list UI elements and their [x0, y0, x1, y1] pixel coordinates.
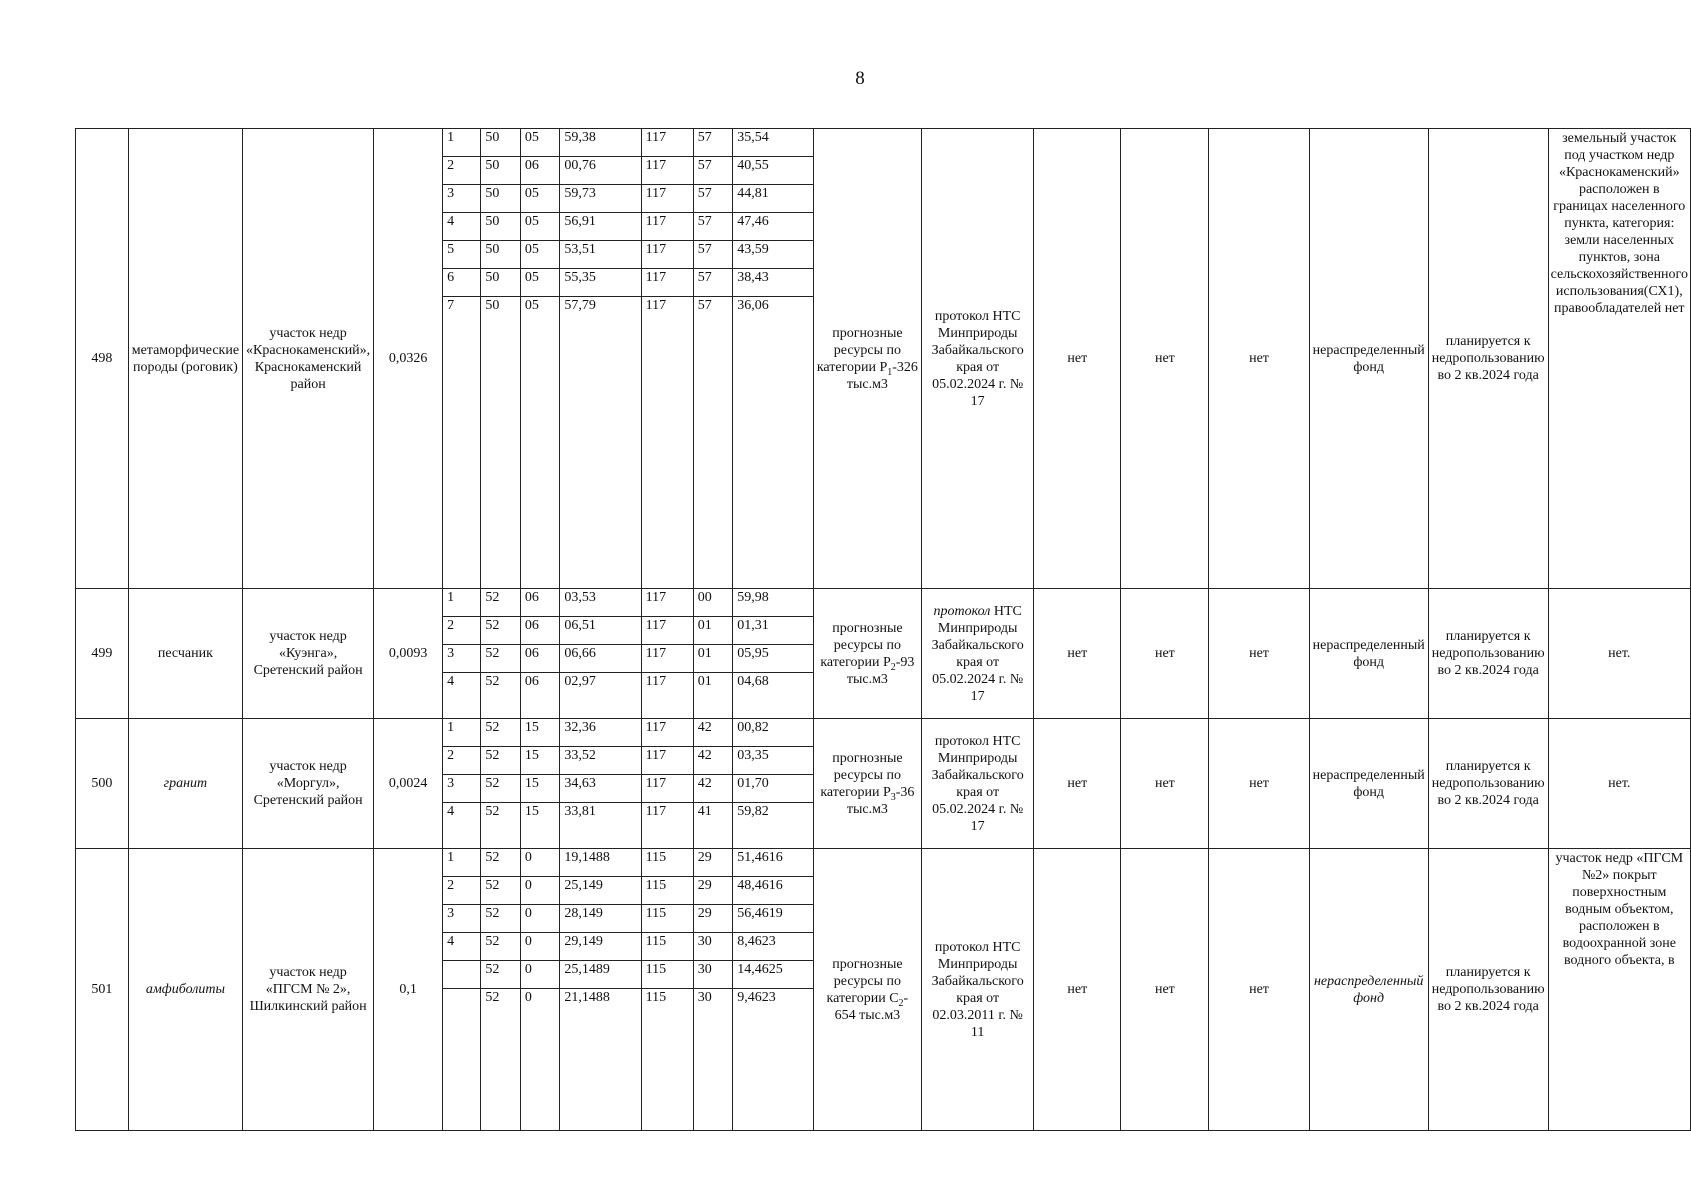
coord-cell: 02,97 — [560, 673, 641, 719]
coord-cell: 117 — [641, 775, 693, 803]
resources-amount: -326 тыс.м3 — [846, 359, 918, 392]
resources-category-sub: 2 — [890, 661, 896, 673]
coord-cell: 3 — [443, 185, 481, 213]
coord-cell: 115 — [641, 961, 693, 989]
table-row — [76, 719, 1691, 747]
coord-cell: 48,4616 — [733, 877, 813, 905]
coord-cell: 42 — [693, 775, 732, 803]
status-cell-1: нет — [1034, 129, 1121, 589]
resources-text: прогнозные ресурсы по категории Р — [820, 750, 903, 800]
coord-cell: 53,51 — [560, 241, 641, 269]
coord-cell: 117 — [641, 589, 693, 617]
coord-cell: 0 — [520, 933, 559, 961]
coord-cell: 40,55 — [733, 157, 813, 185]
status-cell-2: нет — [1121, 849, 1209, 1131]
coord-cell: 29 — [693, 877, 732, 905]
coord-cell: 117 — [641, 645, 693, 673]
mineral-name: метаморфические породы (роговик) — [128, 129, 242, 589]
resources-amount: -36 тыс.м3 — [846, 784, 915, 817]
coord-cell: 117 — [641, 157, 693, 185]
coord-cell: 1 — [443, 129, 481, 157]
resources-text: прогнозные ресурсы по категории С — [826, 956, 903, 1006]
coord-cell: 42 — [693, 747, 732, 775]
status-cell-3: нет — [1209, 719, 1309, 849]
resources-amount: -654 тыс.м3 — [834, 990, 909, 1023]
resources-category-sub: 1 — [887, 366, 893, 378]
register-table — [75, 128, 1691, 1131]
coord-cell: 117 — [641, 129, 693, 157]
coord-cell: 52 — [481, 673, 520, 719]
coord-cell: 2 — [443, 157, 481, 185]
coord-cell: 52 — [481, 989, 520, 1131]
coord-cell: 52 — [481, 747, 520, 775]
coord-cell: 57 — [693, 213, 732, 241]
coord-cell: 50 — [481, 297, 520, 589]
coord-cell: 14,4625 — [733, 961, 813, 989]
note-cell: нет. — [1548, 589, 1690, 719]
coord-cell: 06 — [520, 617, 559, 645]
site-name: участок недр «Краснокаменский», Краснокаменский район — [243, 129, 374, 589]
coord-cell: 30 — [693, 989, 732, 1131]
coord-cell: 57 — [693, 129, 732, 157]
coord-cell: 7 — [443, 297, 481, 589]
coord-cell: 57 — [693, 297, 732, 589]
coord-cell: 32,36 — [560, 719, 641, 747]
coord-cell: 117 — [641, 269, 693, 297]
coord-cell: 04,68 — [733, 673, 813, 719]
coord-cell: 50 — [481, 157, 520, 185]
coord-cell: 06,66 — [560, 645, 641, 673]
coord-cell: 43,59 — [733, 241, 813, 269]
resources-cell — [813, 589, 921, 719]
coord-cell: 57 — [693, 269, 732, 297]
site-name: участок недр «Моргул», Сретенский район — [243, 719, 374, 849]
status-cell-3: нет — [1209, 129, 1309, 589]
coord-cell: 57 — [693, 241, 732, 269]
fund-cell: нераспределенный фонд — [1309, 589, 1428, 719]
row-number: 501 — [76, 849, 129, 1131]
coord-cell — [443, 989, 481, 1131]
coord-cell: 42 — [693, 719, 732, 747]
fund-cell: нераспределенный фонд — [1309, 129, 1428, 589]
coord-cell: 21,1488 — [560, 989, 641, 1131]
protocol-text: протокол НТС Минприроды Забайкальского края от 02.03.2011 г. № 11 — [931, 939, 1024, 1040]
row-number: 498 — [76, 129, 129, 589]
resources-category-sub: 2 — [898, 997, 904, 1009]
coord-cell: 117 — [641, 803, 693, 849]
fund-cell: нераспределенный фонд — [1309, 849, 1428, 1131]
coord-cell: 05 — [520, 241, 559, 269]
coord-cell: 57 — [693, 185, 732, 213]
coord-cell: 38,43 — [733, 269, 813, 297]
coord-cell: 47,46 — [733, 213, 813, 241]
coord-cell: 00,82 — [733, 719, 813, 747]
coord-cell: 57 — [693, 157, 732, 185]
coord-cell: 117 — [641, 747, 693, 775]
coord-cell: 50 — [481, 129, 520, 157]
coord-cell: 28,149 — [560, 905, 641, 933]
protocol-cell — [922, 589, 1034, 719]
area-value: 0,0093 — [374, 589, 443, 719]
coord-cell: 15 — [520, 719, 559, 747]
status-cell-2: нет — [1121, 129, 1209, 589]
coord-cell: 56,91 — [560, 213, 641, 241]
fund-cell: нераспределенный фонд — [1309, 719, 1428, 849]
coord-cell: 52 — [481, 803, 520, 849]
mineral-name: амфиболиты — [128, 849, 242, 1131]
coord-cell: 50 — [481, 241, 520, 269]
row-number: 499 — [76, 589, 129, 719]
resources-cell — [813, 719, 921, 849]
coord-cell: 29,149 — [560, 933, 641, 961]
coord-cell: 52 — [481, 775, 520, 803]
coord-cell: 06 — [520, 157, 559, 185]
coord-cell: 52 — [481, 849, 520, 877]
status-cell-1: нет — [1034, 849, 1121, 1131]
coord-cell: 01 — [693, 617, 732, 645]
coord-cell: 52 — [481, 961, 520, 989]
protocol-cell — [922, 849, 1034, 1131]
note-cell: участок недр «ПГСМ №2» покрыт поверхностным водным объектом, расположен в водоохранной зоне водного объекта, в — [1548, 849, 1690, 1131]
coord-cell: 51,4616 — [733, 849, 813, 877]
coord-cell: 05 — [520, 213, 559, 241]
coord-cell: 06 — [520, 589, 559, 617]
coord-cell: 50 — [481, 269, 520, 297]
coord-cell: 2 — [443, 747, 481, 775]
coord-cell: 117 — [641, 241, 693, 269]
coord-cell: 0 — [520, 877, 559, 905]
site-name: участок недр «Куэнга», Сретенский район — [243, 589, 374, 719]
coord-cell: 6 — [443, 269, 481, 297]
coord-cell: 0 — [520, 989, 559, 1131]
coord-cell: 115 — [641, 877, 693, 905]
mineral-name: гранит — [128, 719, 242, 849]
mineral-name: песчаник — [128, 589, 242, 719]
coord-cell: 52 — [481, 617, 520, 645]
protocol-cell — [922, 129, 1034, 589]
resources-category-sub: 3 — [890, 791, 896, 803]
status-cell-2: нет — [1121, 719, 1209, 849]
coord-cell: 29 — [693, 849, 732, 877]
coord-cell: 01 — [693, 645, 732, 673]
coord-cell: 05 — [520, 297, 559, 589]
coord-cell: 5 — [443, 241, 481, 269]
coord-cell: 15 — [520, 803, 559, 849]
coord-cell: 117 — [641, 213, 693, 241]
status-cell-2: нет — [1121, 589, 1209, 719]
coord-cell: 117 — [641, 617, 693, 645]
coord-cell: 25,1489 — [560, 961, 641, 989]
coord-cell: 33,81 — [560, 803, 641, 849]
status-cell-3: нет — [1209, 589, 1309, 719]
coord-cell: 59,73 — [560, 185, 641, 213]
coord-cell: 1 — [443, 589, 481, 617]
protocol-cell — [922, 719, 1034, 849]
site-name: участок недр «ПГСМ № 2», Шилкинский район — [243, 849, 374, 1131]
coord-cell: 06 — [520, 645, 559, 673]
coord-cell: 115 — [641, 849, 693, 877]
coord-cell: 52 — [481, 645, 520, 673]
table-body — [76, 129, 1691, 1131]
coord-cell: 115 — [641, 989, 693, 1131]
protocol-text: протокол НТС Минприроды Забайкальского края от 05.02.2024 г. № 17 — [931, 308, 1024, 409]
coord-cell: 01 — [693, 673, 732, 719]
coord-cell: 50 — [481, 213, 520, 241]
coord-cell: 0 — [520, 961, 559, 989]
coord-cell: 3 — [443, 905, 481, 933]
coord-cell: 41 — [693, 803, 732, 849]
coord-cell: 05 — [520, 269, 559, 297]
status-cell-3: нет — [1209, 849, 1309, 1131]
area-value: 0,1 — [374, 849, 443, 1131]
coord-cell: 52 — [481, 719, 520, 747]
coord-cell: 4 — [443, 673, 481, 719]
coord-cell: 115 — [641, 933, 693, 961]
plan-cell: планируется к недропользованию во 2 кв.2024 года — [1428, 849, 1548, 1131]
coord-cell: 00,76 — [560, 157, 641, 185]
coord-cell: 1 — [443, 719, 481, 747]
coord-cell: 44,81 — [733, 185, 813, 213]
coord-cell: 3 — [443, 645, 481, 673]
coord-cell: 06 — [520, 673, 559, 719]
row-number: 500 — [76, 719, 129, 849]
coord-cell: 52 — [481, 589, 520, 617]
protocol-text: НТС Минприроды Забайкальского края от 05.02.2024 г. № 17 — [931, 603, 1024, 704]
coord-cell: 59,98 — [733, 589, 813, 617]
plan-cell: планируется к недропользованию во 2 кв.2024 года — [1428, 719, 1548, 849]
coord-cell: 2 — [443, 617, 481, 645]
coord-cell: 33,52 — [560, 747, 641, 775]
coord-cell: 9,4623 — [733, 989, 813, 1131]
coord-cell: 4 — [443, 213, 481, 241]
coord-cell: 29 — [693, 905, 732, 933]
resources-text: прогнозные ресурсы по категории Р — [816, 325, 903, 375]
coord-cell: 115 — [641, 905, 693, 933]
coord-cell: 30 — [693, 961, 732, 989]
coord-cell: 25,149 — [560, 877, 641, 905]
plan-cell: планируется к недропользованию во 2 кв.2024 года — [1428, 589, 1548, 719]
area-value: 0,0024 — [374, 719, 443, 849]
resources-cell — [813, 129, 921, 589]
coord-cell: 01,31 — [733, 617, 813, 645]
coord-cell: 05 — [520, 129, 559, 157]
protocol-text: протокол НТС Минприроды Забайкальского края от 05.02.2024 г. № 17 — [931, 733, 1024, 834]
coord-cell: 2 — [443, 877, 481, 905]
coord-cell — [443, 961, 481, 989]
coord-cell: 52 — [481, 905, 520, 933]
coord-cell: 117 — [641, 719, 693, 747]
coord-cell: 35,54 — [733, 129, 813, 157]
note-cell: земельный участок под участком недр «Краснокаменский» расположен в границах населенного пункта, категория: земли населенных пунктов, зона сельскохозяйственного использования(СХ1), правообладателей нет — [1548, 129, 1690, 589]
plan-cell: планируется к недропользованию во 2 кв.2024 года — [1428, 129, 1548, 589]
coord-cell: 117 — [641, 297, 693, 589]
coord-cell: 56,4619 — [733, 905, 813, 933]
coord-cell: 15 — [520, 775, 559, 803]
coord-cell: 3 — [443, 775, 481, 803]
coord-cell: 03,53 — [560, 589, 641, 617]
coord-cell: 03,35 — [733, 747, 813, 775]
protocol-head: протокол — [933, 603, 991, 619]
coord-cell: 52 — [481, 933, 520, 961]
coord-cell: 05 — [520, 185, 559, 213]
coord-cell: 117 — [641, 673, 693, 719]
coord-cell: 55,35 — [560, 269, 641, 297]
coord-cell: 05,95 — [733, 645, 813, 673]
coord-cell: 57,79 — [560, 297, 641, 589]
coord-cell: 8,4623 — [733, 933, 813, 961]
resources-cell — [813, 849, 921, 1131]
coord-cell: 30 — [693, 933, 732, 961]
coord-cell: 117 — [641, 185, 693, 213]
status-cell-1: нет — [1034, 589, 1121, 719]
page-number: 8 — [855, 68, 865, 89]
coord-cell: 01,70 — [733, 775, 813, 803]
coord-cell: 59,82 — [733, 803, 813, 849]
resources-text: прогнозные ресурсы по категории Р — [820, 620, 903, 670]
table-row — [76, 129, 1691, 157]
area-value: 0,0326 — [374, 129, 443, 589]
coord-cell: 34,63 — [560, 775, 641, 803]
status-cell-1: нет — [1034, 719, 1121, 849]
coord-cell: 19,1488 — [560, 849, 641, 877]
coord-cell: 00 — [693, 589, 732, 617]
coord-cell: 0 — [520, 849, 559, 877]
coord-cell: 4 — [443, 933, 481, 961]
coord-cell: 50 — [481, 185, 520, 213]
coord-cell: 52 — [481, 877, 520, 905]
table-row — [76, 589, 1691, 617]
resources-amount: -93 тыс.м3 — [846, 654, 915, 687]
coord-cell: 4 — [443, 803, 481, 849]
coord-cell: 0 — [520, 905, 559, 933]
coord-cell: 59,38 — [560, 129, 641, 157]
coord-cell: 15 — [520, 747, 559, 775]
note-cell: нет. — [1548, 719, 1690, 849]
table-row — [76, 849, 1691, 877]
coord-cell: 06,51 — [560, 617, 641, 645]
coord-cell: 1 — [443, 849, 481, 877]
coord-cell: 36,06 — [733, 297, 813, 589]
